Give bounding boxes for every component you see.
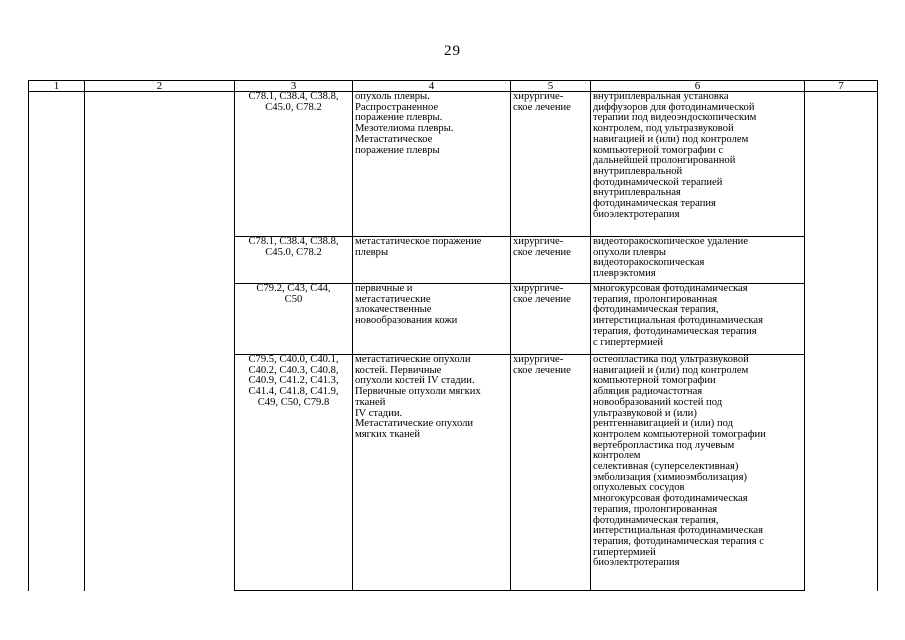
treatment-type-cell-line: ское лечение [513, 101, 571, 113]
col-2-cell [85, 355, 235, 591]
treatment-method-cell-line: компьютерной томографии с [593, 144, 724, 156]
column-header-5: 5 [511, 81, 591, 92]
diagnosis-cell-line: метастатическое поражение [355, 236, 482, 247]
treatment-method-cell-line: контролем компьютерной томографии [593, 428, 766, 440]
treatment-method-cell-line: интерстициальная фотодинамическая [593, 315, 763, 327]
diagnosis-cell-line: IV стадии. [355, 407, 403, 419]
treatment-type-cell-line: хирургиче- [513, 91, 564, 102]
diagnosis-cell [353, 237, 511, 284]
treatment-type-cell-line: ское лечение [513, 246, 571, 258]
treatment-method-cell-line: ультразвуковой и (или) [593, 407, 697, 419]
treatment-method-cell [591, 284, 805, 355]
diagnosis-cell-line: злокачественные [355, 304, 432, 316]
treatment-type-cell [511, 92, 591, 237]
column-header-2: 2 [85, 81, 235, 92]
diagnosis-cell-line: Метастатические опухоли [355, 418, 474, 430]
diagnosis-cell [353, 355, 511, 591]
diagnosis-cell [353, 284, 511, 355]
col-7-cell [805, 92, 878, 237]
diagnosis-cell-line: Мезотелиома плевры. [355, 123, 454, 135]
diagnosis-cell-line: опухоль плевры. [355, 91, 430, 102]
icd-codes-cell [235, 237, 353, 284]
treatment-method-cell [591, 237, 805, 284]
treatment-method-cell-line: контролем, под ультразвуковой [593, 123, 734, 135]
treatment-method-cell-line: контролем [593, 450, 641, 462]
treatment-method-cell-line: интерстициальная фотодинамическая [593, 525, 763, 537]
treatment-method-cell-line: дальнейшей пролонгированной [593, 155, 736, 167]
icd-codes-cell-line: C45.0, C78.2 [265, 101, 322, 113]
icd-codes-cell [235, 92, 353, 237]
treatment-method-cell-line: опухолевых сосудов [593, 482, 685, 494]
col-7-cell [805, 237, 878, 284]
treatment-method-cell-line: терапии под видеоэндоскопическим [593, 112, 757, 124]
treatment-method-cell-line: селективная (суперселективная) [593, 461, 739, 473]
treatment-method-cell-line: рентгеннавигацией и (или) под [593, 418, 734, 430]
treatment-type-cell-line: хирургиче- [513, 236, 564, 247]
column-header-7: 7 [805, 81, 878, 92]
treatment-method-cell-line: фотодинамическая терапия, [593, 514, 719, 526]
icd-codes-cell-line: C78.1, C38.4, C38.8, [248, 236, 339, 247]
treatment-method-cell [591, 355, 805, 591]
treatment-method-cell [591, 92, 805, 237]
treatment-method-cell-line: терапия, пролонгированная [593, 293, 718, 305]
treatment-type-cell-line: хирургиче- [513, 283, 564, 294]
diagnosis-cell [353, 92, 511, 237]
table-row [29, 355, 878, 591]
treatment-method-cell-line: фотодинамической терапией [593, 176, 723, 188]
treatment-method-cell-line: фотодинамическая терапия [593, 198, 716, 210]
col-2-cell [85, 92, 235, 237]
icd-codes-cell-line: C45.0, C78.2 [265, 246, 322, 258]
column-number-row [29, 81, 878, 92]
diagnosis-cell-line: Распространенное [355, 101, 439, 113]
treatment-method-cell-line: эмболизация (химиоэмболизация) [593, 471, 747, 483]
col-7-cell [805, 284, 878, 355]
treatment-method-cell-line: видеоторакоскопическая [593, 257, 705, 269]
treatment-method-cell-line: новообразований костей под [593, 396, 723, 408]
column-header-6: 6 [591, 81, 805, 92]
diagnosis-cell-line: мягких тканей [355, 428, 421, 440]
table-row [29, 284, 878, 355]
diagnosis-cell-line: плевры [355, 246, 389, 258]
treatment-method-cell-line: с гипертермией [593, 336, 664, 348]
diagnosis-cell-line: метастатические [355, 293, 431, 305]
col-1-cell [29, 237, 85, 284]
column-header-4: 4 [353, 81, 511, 92]
table-row [29, 237, 878, 284]
icd-codes-cell-line: C41.4, C41.8, C41.9, [248, 386, 339, 398]
icd-codes-cell-line: C79.5, C40.0, C40.1, [248, 354, 339, 365]
icd-codes-cell-line: C50 [284, 293, 303, 305]
treatment-method-cell-line: многокурсовая фотодинамическая [593, 493, 748, 505]
diagnosis-cell-line: Метастатическое [355, 133, 433, 145]
page-number: 29 [444, 43, 461, 59]
diagnosis-cell-line: первичные и [355, 283, 413, 294]
col-7-cell [805, 355, 878, 591]
icd-codes-cell [235, 284, 353, 355]
treatment-method-cell-line: внутриплевральная установка [593, 91, 729, 102]
col-1-cell [29, 355, 85, 591]
treatment-method-cell-line: компьютерной томографии [593, 375, 716, 387]
icd-codes-cell-line: C78.1, C38.4, C38.8, [248, 91, 339, 102]
col-2-cell [85, 237, 235, 284]
treatment-type-cell [511, 284, 591, 355]
treatment-method-cell-line: многокурсовая фотодинамическая [593, 283, 748, 294]
treatment-table [28, 80, 878, 591]
col-2-cell [85, 284, 235, 355]
treatment-type-cell-line: ское лечение [513, 364, 571, 376]
treatment-method-cell-line: опухоли плевры [593, 246, 666, 258]
treatment-method-cell-line: абляция радиочастотная [593, 386, 703, 398]
treatment-method-cell-line: терапия, пролонгированная [593, 503, 718, 515]
diagnosis-cell-line: поражение плевры. [355, 112, 443, 124]
icd-codes-cell-line: C79.2, C43, C44, [256, 283, 331, 294]
col-1-cell [29, 284, 85, 355]
icd-codes-cell [235, 355, 353, 591]
icd-codes-cell-line: C40.9, C41.2, C41.3, [248, 375, 339, 387]
treatment-type-cell-line: ское лечение [513, 293, 571, 305]
treatment-type-cell [511, 237, 591, 284]
col-1-cell [29, 92, 85, 237]
treatment-method-cell-line: внутриплевральная [593, 187, 681, 199]
treatment-method-cell-line: вертебропластика под лучевым [593, 439, 735, 451]
treatment-method-cell-line: терапия, фотодинамическая терапия [593, 325, 757, 337]
treatment-method-cell-line: фотодинамическая терапия, [593, 304, 719, 316]
treatment-method-cell-line: биоэлектротерапия [593, 557, 680, 569]
treatment-method-cell-line: навигацией и (или) под контролем [593, 133, 749, 145]
diagnosis-cell-line: новообразования кожи [355, 315, 458, 327]
diagnosis-cell-line: тканей [355, 396, 386, 408]
column-header-1: 1 [29, 81, 85, 92]
diagnosis-cell-line: костей. Первичные [355, 364, 442, 376]
treatment-method-cell-line: биоэлектротерапия [593, 208, 680, 220]
icd-codes-cell-line: C49, C50, C79.8 [257, 396, 330, 408]
treatment-method-cell-line: навигацией и (или) под контролем [593, 364, 749, 376]
diagnosis-cell-line: Первичные опухоли мягких [355, 386, 481, 398]
diagnosis-cell-line: опухоли костей IV стадии. [355, 375, 475, 387]
treatment-method-cell-line: видеоторакоскопическое удаление [593, 236, 749, 247]
treatment-type-cell [511, 355, 591, 591]
icd-codes-cell-line: C40.2, C40.3, C40.8, [248, 364, 339, 376]
table-row [29, 92, 878, 237]
treatment-method-cell-line: гипертермией [593, 546, 656, 558]
treatment-method-cell-line: диффузоров для фотодинамической [593, 101, 755, 113]
diagnosis-cell-line: метастатические опухоли [355, 354, 471, 365]
treatment-method-cell-line: терапия, фотодинамическая терапия с [593, 535, 764, 547]
treatment-method-cell-line: плеврэктомия [593, 268, 656, 280]
treatment-type-cell-line: хирургиче- [513, 354, 564, 365]
treatment-method-cell-line: внутриплевральной [593, 165, 683, 177]
column-header-3: 3 [235, 81, 353, 92]
treatment-method-cell-line: остеопластика под ультразвуковой [593, 354, 749, 365]
diagnosis-cell-line: поражение плевры [355, 144, 440, 156]
